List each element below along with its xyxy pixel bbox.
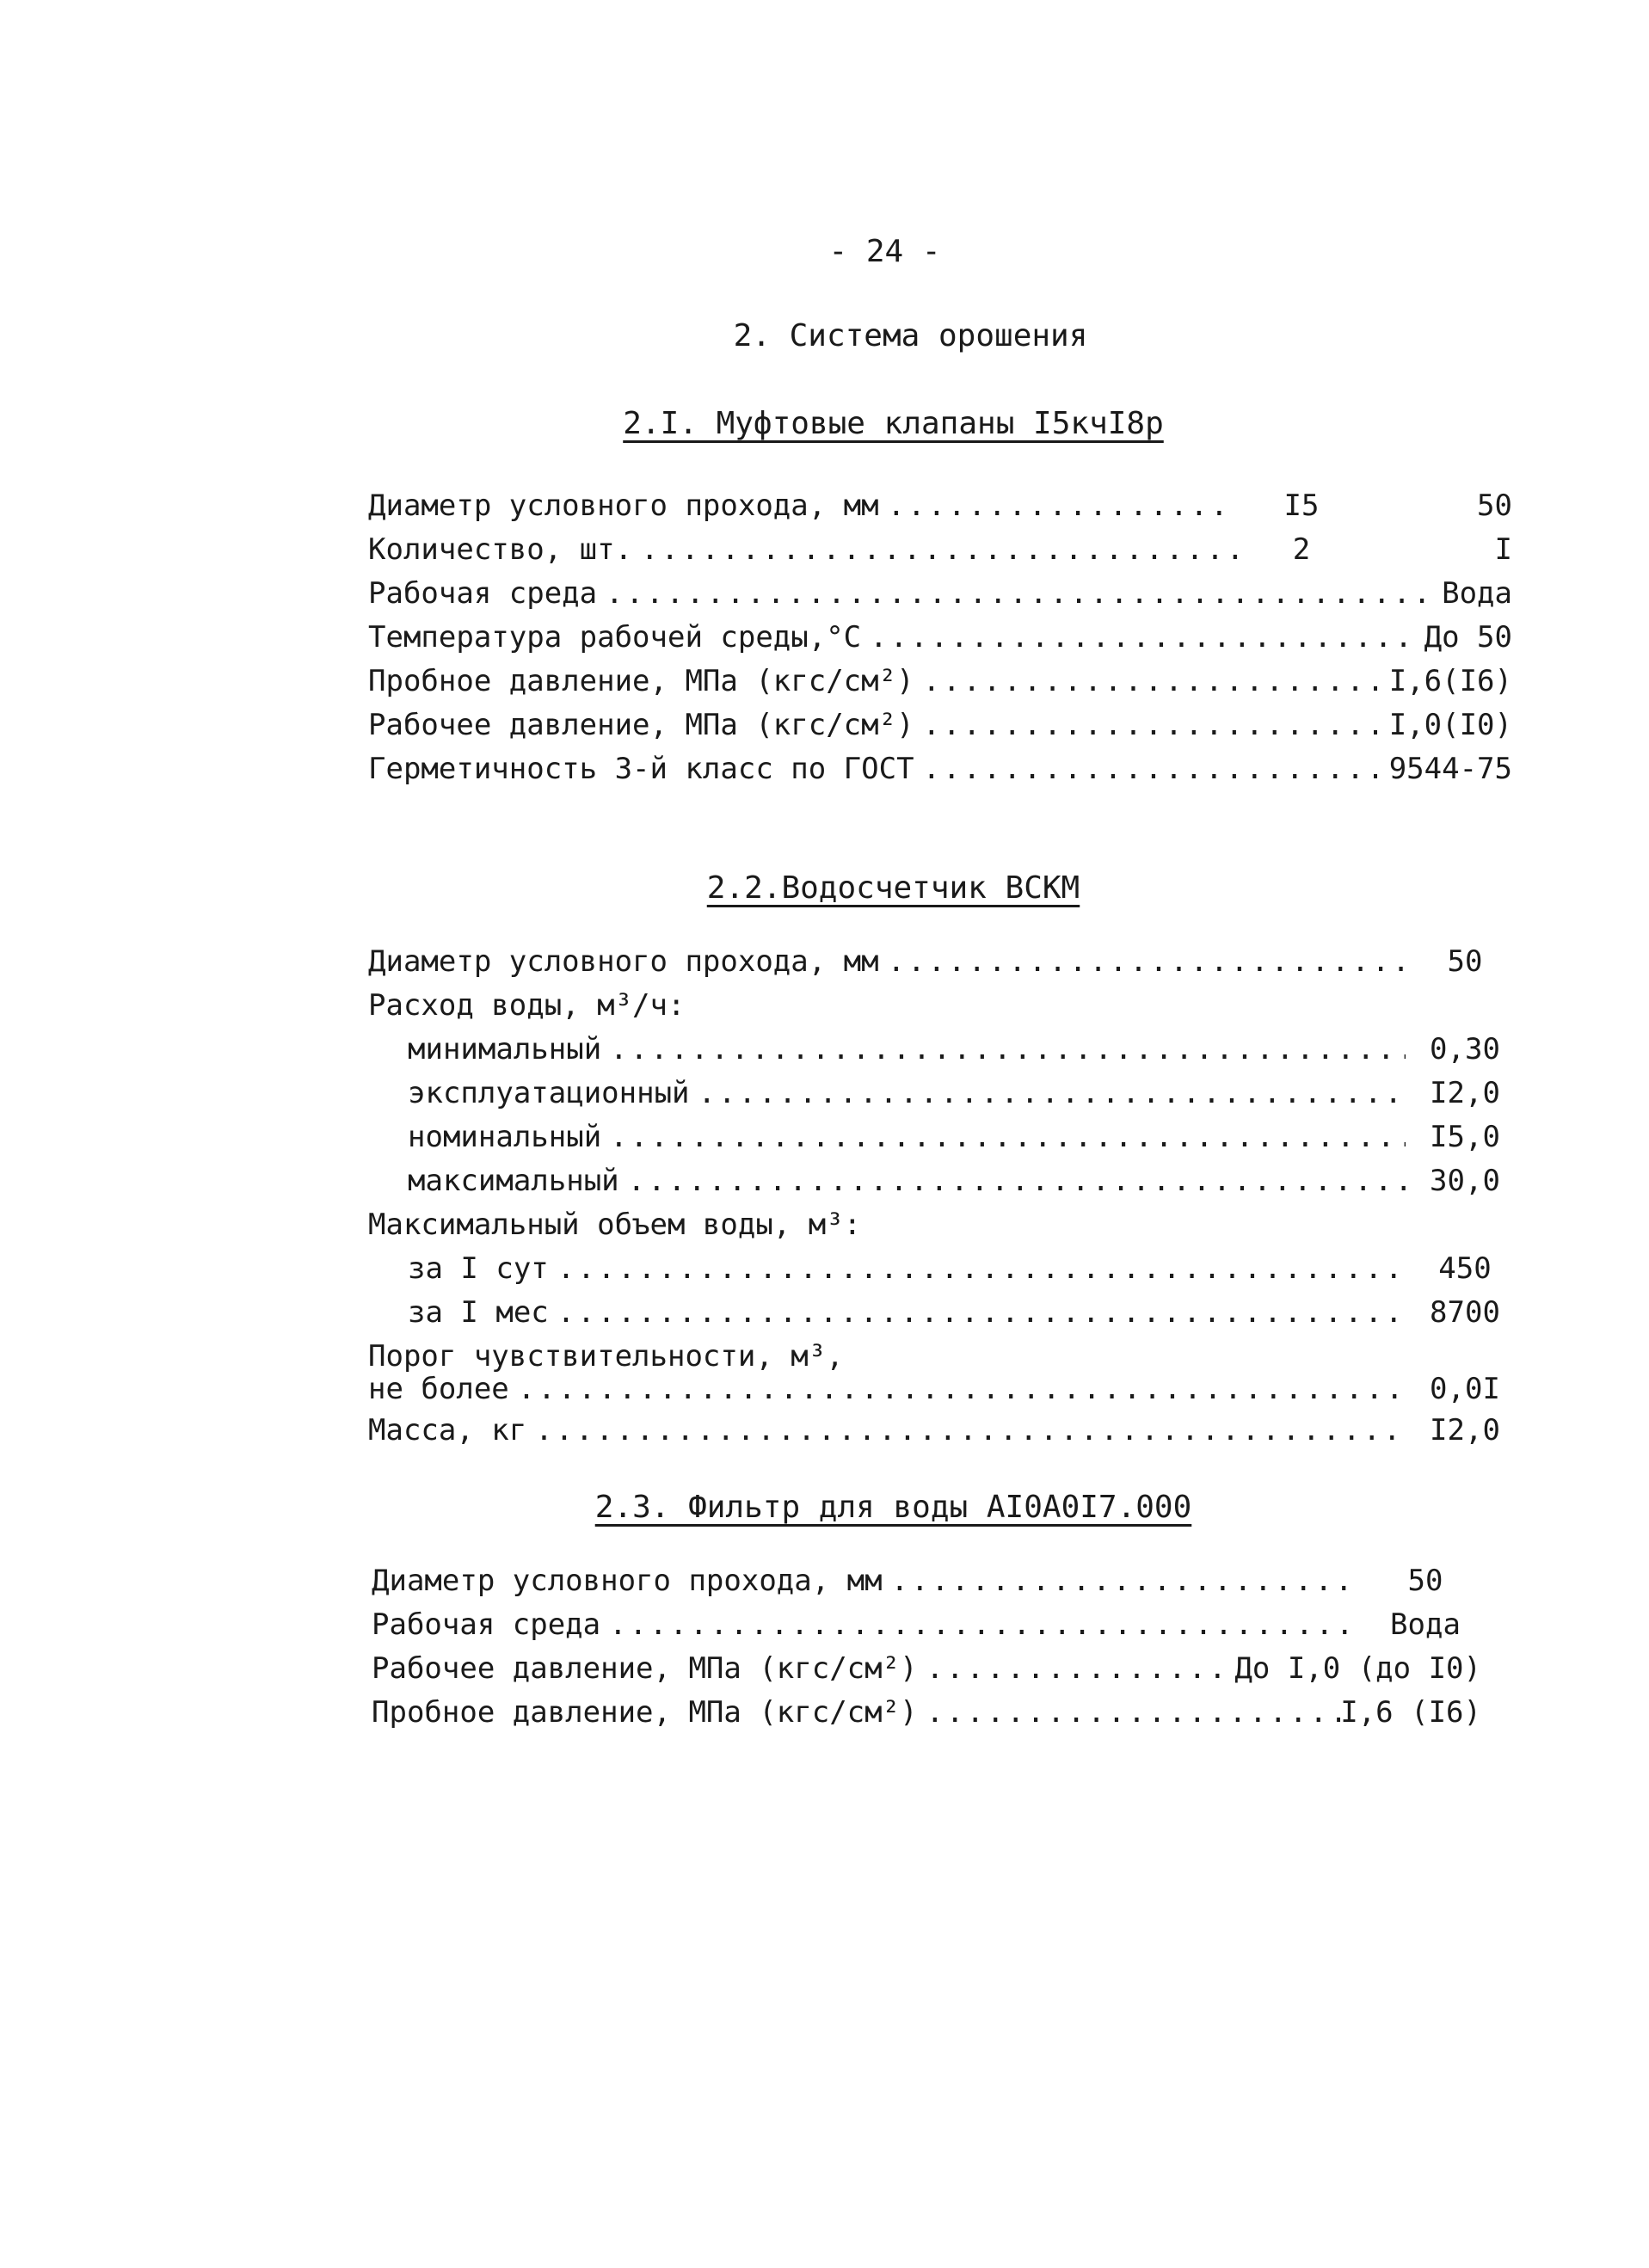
spec-row	[372, 1564, 1481, 1607]
leader-dots	[535, 1413, 1406, 1447]
spec-value: 9544-75	[1388, 752, 1512, 786]
spec-label: максимальный	[408, 1164, 619, 1198]
subsection-title-valves-text: 2.I. Муфтовые клапаны I5кчI8р	[623, 406, 1164, 441]
subsection-title-water-meter-text: 2.2.Водосчетчик ВСКМ	[706, 870, 1080, 906]
leader-dots	[891, 1564, 1357, 1598]
spec-row	[372, 1651, 1481, 1695]
threshold-block	[368, 1339, 1512, 1413]
spec-row	[368, 1372, 1512, 1413]
subsection-title-water-meter	[0, 870, 1649, 906]
valve-spec-list	[368, 489, 1512, 796]
subsection-title-filter	[0, 1490, 1649, 1525]
leader-dots	[610, 1032, 1406, 1066]
spec-row	[368, 1076, 1512, 1120]
leader-dots	[606, 576, 1430, 611]
spec-row	[372, 1607, 1481, 1651]
spec-value: 50	[1447, 944, 1483, 979]
leader-dots	[698, 1076, 1406, 1110]
subsection-title-valves	[0, 406, 1649, 441]
leader-dots	[518, 1372, 1406, 1406]
spec-label: эксплуатационный	[408, 1076, 690, 1110]
spec-label: Масса, кг	[368, 1413, 527, 1447]
leader-dots	[923, 708, 1377, 742]
spec-row	[368, 752, 1512, 796]
spec-label: Герметичность 3-й класс по ГОСТ	[368, 752, 914, 786]
leader-dots	[926, 1695, 1341, 1730]
spec-label: за I мес	[408, 1295, 549, 1330]
flow-heading: Расход воды, м³/ч:	[368, 988, 686, 1023]
spec-row	[368, 1164, 1512, 1208]
spec-value: Вода	[1390, 1607, 1461, 1642]
spec-value: 8700	[1430, 1295, 1500, 1330]
spec-value: I2,0	[1430, 1413, 1500, 1447]
spec-row	[368, 708, 1512, 752]
spec-label: Диаметр условного прохода, мм	[368, 489, 879, 523]
leader-dots	[628, 1164, 1406, 1198]
subsection-title-filter-text: 2.3. Фильтр для воды AI0A0I7.000	[594, 1490, 1192, 1525]
spec-value-dn15: 2	[1292, 532, 1311, 567]
spec-label: минимальный	[408, 1032, 602, 1066]
spec-row	[368, 1295, 1512, 1339]
spec-label: Рабочее давление, МПа (кгс/см²)	[372, 1651, 918, 1686]
spec-label: Рабочая среда	[368, 576, 598, 611]
spec-label: Количество, шт.	[368, 532, 633, 567]
leader-dots	[557, 1295, 1406, 1330]
spec-row	[368, 532, 1512, 576]
filter-spec-list	[372, 1564, 1481, 1739]
spec-row	[368, 1120, 1512, 1164]
spec-value: 30,0	[1430, 1164, 1500, 1198]
spec-row	[368, 620, 1512, 664]
spec-value: I5,0	[1430, 1120, 1500, 1154]
spec-label: Пробное давление, МПа (кгс/см²)	[372, 1695, 918, 1730]
water-meter-spec-list	[368, 944, 1512, 1457]
spec-label: Диаметр условного прохода, мм	[368, 944, 879, 979]
page-number: - 24 -	[828, 234, 941, 269]
spec-value: Вода	[1442, 576, 1512, 611]
spec-value: I,6 (I6)	[1340, 1695, 1481, 1730]
spec-row	[368, 489, 1512, 532]
threshold-label: Порог чувствительности, м³,	[368, 1339, 844, 1374]
leader-dots	[888, 944, 1406, 979]
spec-value: 0,30	[1430, 1032, 1500, 1066]
spec-label: Температура рабочей среды,°С	[368, 620, 862, 655]
spec-value: I,0(I0)	[1388, 708, 1512, 742]
spec-value: 450	[1438, 1251, 1492, 1286]
spec-value: До 50	[1424, 620, 1512, 655]
spec-row	[368, 1413, 1512, 1457]
spec-row	[372, 1695, 1481, 1739]
leader-dots	[609, 1607, 1357, 1642]
spec-row	[368, 576, 1512, 620]
spec-label: за I сут	[408, 1251, 549, 1286]
leader-dots	[870, 620, 1412, 655]
volume-heading: Максимальный объем воды, м³:	[368, 1208, 862, 1242]
spec-label: не более	[368, 1372, 509, 1406]
leader-dots	[923, 752, 1377, 786]
spec-value: I,6(I6)	[1388, 664, 1512, 698]
spec-row	[368, 664, 1512, 708]
section-title: 2. Система орошения	[733, 318, 1088, 353]
leader-dots	[641, 532, 1237, 567]
leader-dots	[926, 1651, 1223, 1686]
spec-label: Диаметр условного прохода, мм	[372, 1564, 883, 1598]
spec-value: I2,0	[1430, 1076, 1500, 1110]
spec-label: Пробное давление, МПа (кгс/см²)	[368, 664, 914, 698]
spec-value-dn15: I5	[1283, 489, 1320, 523]
spec-value-dn50: I	[1494, 532, 1512, 567]
spec-label: номинальный	[408, 1120, 602, 1154]
spec-label: Рабочая среда	[372, 1607, 601, 1642]
leader-dots	[557, 1251, 1406, 1286]
leader-dots	[888, 489, 1237, 523]
spec-row	[368, 1032, 1512, 1076]
spec-value-dn50: 50	[1477, 489, 1512, 523]
spec-row	[368, 1251, 1512, 1295]
spec-row	[368, 944, 1512, 988]
spec-value: 0,0I	[1430, 1372, 1500, 1406]
spec-value: 50	[1407, 1564, 1443, 1598]
leader-dots	[610, 1120, 1406, 1154]
spec-value: До I,0 (до I0)	[1234, 1651, 1481, 1686]
spec-label: Рабочее давление, МПа (кгс/см²)	[368, 708, 914, 742]
leader-dots	[923, 664, 1377, 698]
